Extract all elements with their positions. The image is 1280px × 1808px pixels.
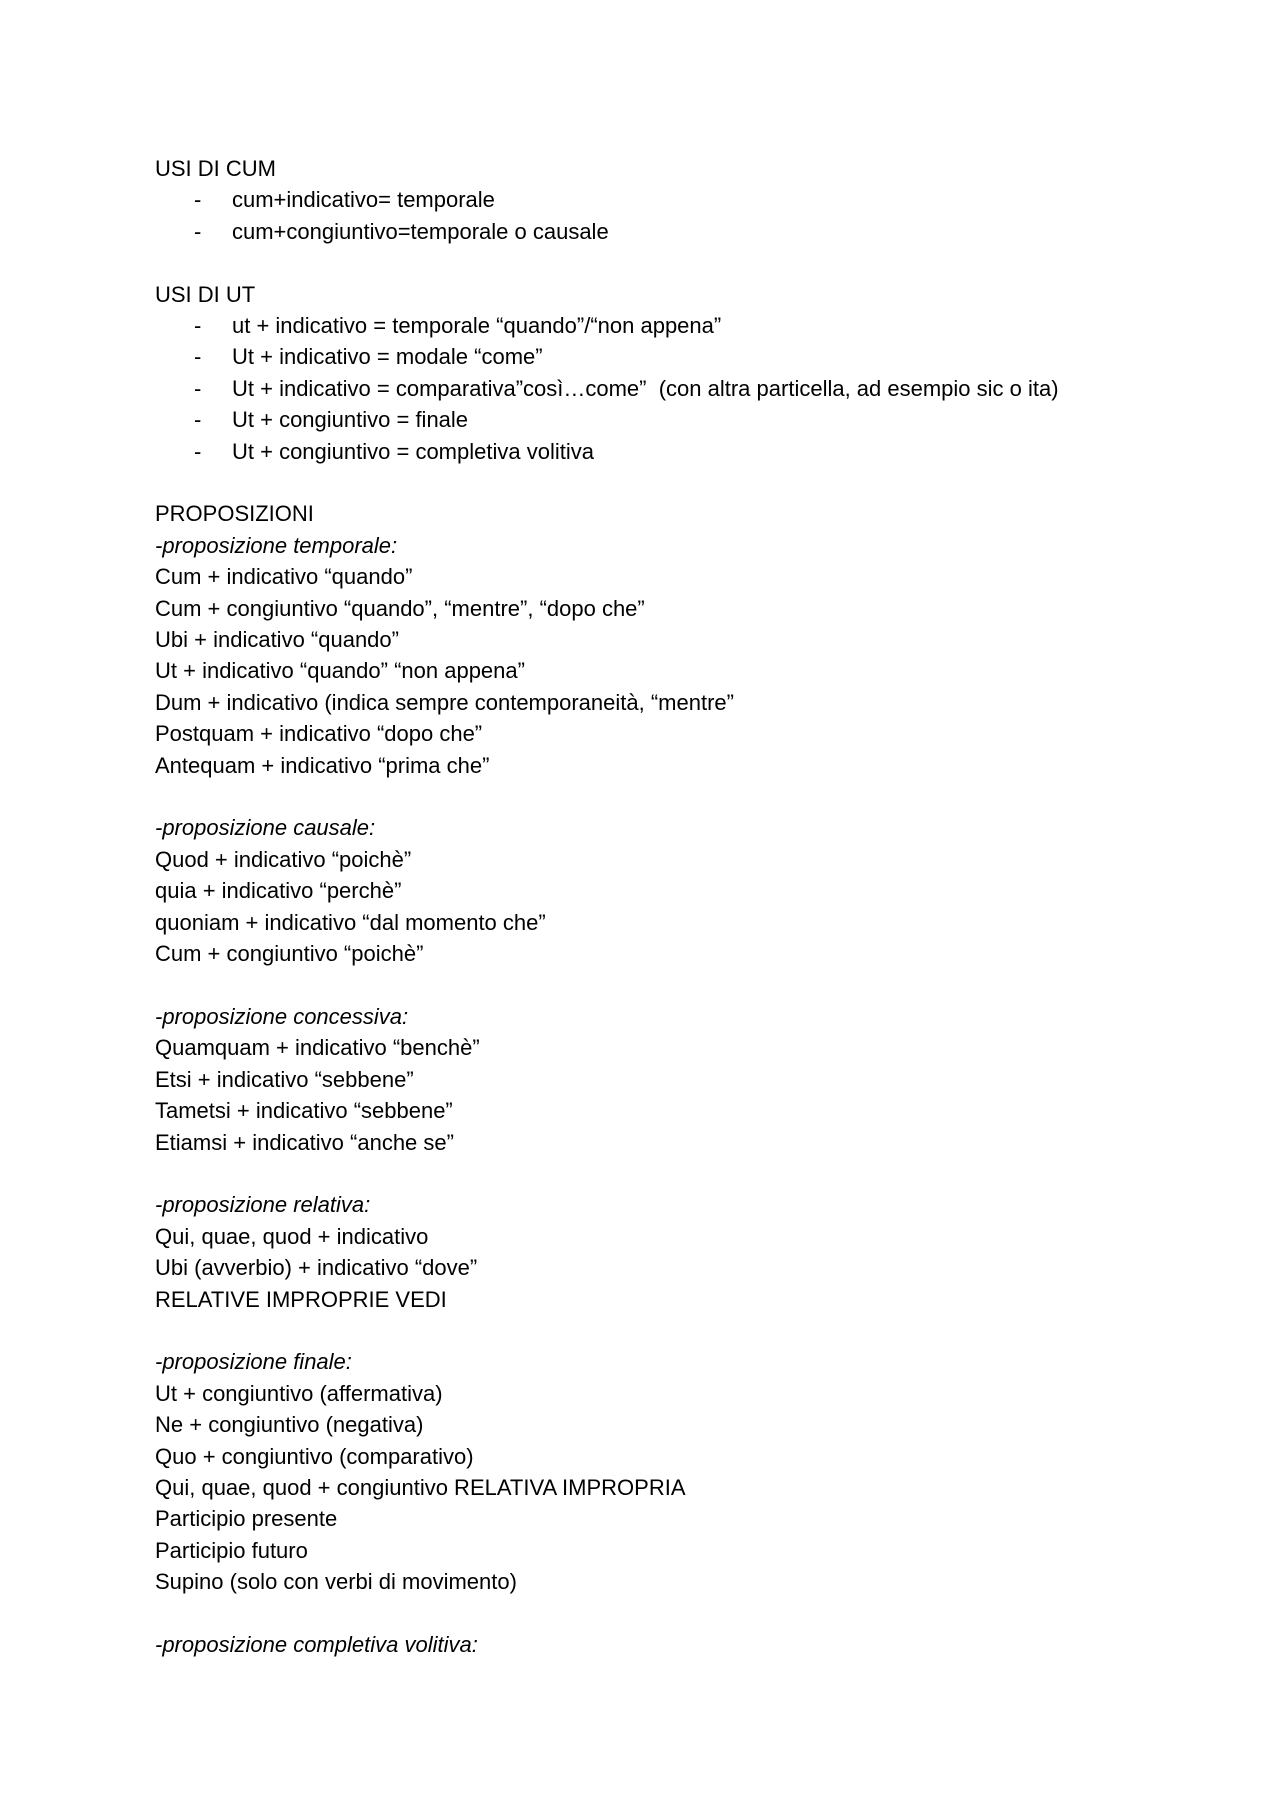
text-line: Ubi + indicativo “quando” bbox=[155, 627, 399, 653]
text-line: Cum + indicativo “quando” bbox=[155, 564, 413, 590]
dash-bullet: - bbox=[194, 438, 202, 464]
text-line: RELATIVE IMPROPRIE VEDI bbox=[155, 1286, 447, 1312]
text-line: Ne + congiuntivo (negativa) bbox=[155, 1412, 424, 1438]
text-line: Ut + congiuntivo (affermativa) bbox=[155, 1380, 443, 1406]
list-item: - cum+indicativo= temporale bbox=[155, 184, 1215, 215]
text-line: Ut + indicativo “quando” “non appena” bbox=[155, 658, 525, 684]
text-line: Participio presente bbox=[155, 1506, 338, 1532]
text-line: Supino (solo con verbi di movimento) bbox=[155, 1569, 517, 1595]
dash-bullet: - bbox=[194, 407, 202, 433]
text-line: Tametsi + indicativo “sebbene” bbox=[155, 1098, 453, 1124]
list-item: - Ut + congiuntivo = completiva volitiva bbox=[155, 436, 1215, 467]
blank-line bbox=[155, 1158, 1215, 1189]
text-line: Qui, quae, quod + indicativo bbox=[155, 1223, 429, 1249]
list-item: - Ut + indicativo = modale “come” bbox=[155, 341, 1215, 372]
dash-bullet: - bbox=[194, 187, 202, 213]
dash-bullet: - bbox=[194, 375, 202, 401]
subheading-temporale: -proposizione temporale: bbox=[155, 532, 398, 558]
blank-line bbox=[155, 781, 1215, 812]
text-line: Quamquam + indicativo “benchè” bbox=[155, 1035, 480, 1061]
text-line: Postquam + indicativo “dopo che” bbox=[155, 721, 483, 747]
list-item: - Ut + congiuntivo = finale bbox=[155, 404, 1215, 435]
text-line: Antequam + indicativo “prima che” bbox=[155, 752, 490, 778]
subheading-finale: -proposizione finale: bbox=[155, 1349, 352, 1375]
list-item: - ut + indicativo = temporale “quando”/“non appena” bbox=[155, 310, 1215, 341]
blank-line bbox=[155, 970, 1215, 1001]
subheading-concessiva: -proposizione concessiva: bbox=[155, 1003, 409, 1029]
subheading-relativa: -proposizione relativa: bbox=[155, 1192, 371, 1218]
text-line: Dum + indicativo (indica sempre contemporaneità, “mentre” bbox=[155, 689, 734, 715]
text-line: Participio futuro bbox=[155, 1537, 308, 1563]
text-line: Cum + congiuntivo “quando”, “mentre”, “dopo che” bbox=[155, 595, 645, 621]
subheading-causale: -proposizione causale: bbox=[155, 815, 376, 841]
text-line: quia + indicativo “perchè” bbox=[155, 878, 402, 904]
text-line: Qui, quae, quod + congiuntivo RELATIVA IMPROPRIA bbox=[155, 1474, 686, 1500]
heading-proposizioni: PROPOSIZIONI bbox=[155, 501, 314, 527]
heading-usi-di-ut: USI DI UT bbox=[155, 281, 256, 307]
blank-line bbox=[155, 1598, 1215, 1629]
list-item: - Ut + indicativo = comparativa”così…come” (con altra particella, ad esempio sic o ita) bbox=[155, 373, 1215, 404]
text-line: Quo + congiuntivo (comparativo) bbox=[155, 1443, 474, 1469]
dash-bullet: - bbox=[194, 313, 202, 339]
subheading-completiva-volitiva: -proposizione completiva volitiva: bbox=[155, 1631, 478, 1657]
text-line: Cum + congiuntivo “poichè” bbox=[155, 941, 424, 967]
dash-bullet: - bbox=[194, 218, 202, 244]
ut-bullet-list bbox=[155, 310, 1215, 467]
text-line: quoniam + indicativo “dal momento che” bbox=[155, 909, 546, 935]
blank-line bbox=[155, 467, 1215, 498]
blank-line bbox=[155, 247, 1215, 278]
dash-bullet: - bbox=[194, 344, 202, 370]
heading-usi-di-cum: USI DI CUM bbox=[155, 156, 276, 181]
blank-line bbox=[155, 1315, 1215, 1346]
text-line: Etsi + indicativo “sebbene” bbox=[155, 1066, 414, 1092]
document-content bbox=[155, 153, 1215, 1660]
text-line: Etiamsi + indicativo “anche se” bbox=[155, 1129, 454, 1155]
text-line: Ubi (avverbio) + indicativo “dove” bbox=[155, 1255, 478, 1281]
list-item: - cum+congiuntivo=temporale o causale bbox=[155, 216, 1215, 247]
text-line: Quod + indicativo “poichè” bbox=[155, 846, 412, 872]
cum-bullet-list bbox=[155, 184, 1215, 247]
